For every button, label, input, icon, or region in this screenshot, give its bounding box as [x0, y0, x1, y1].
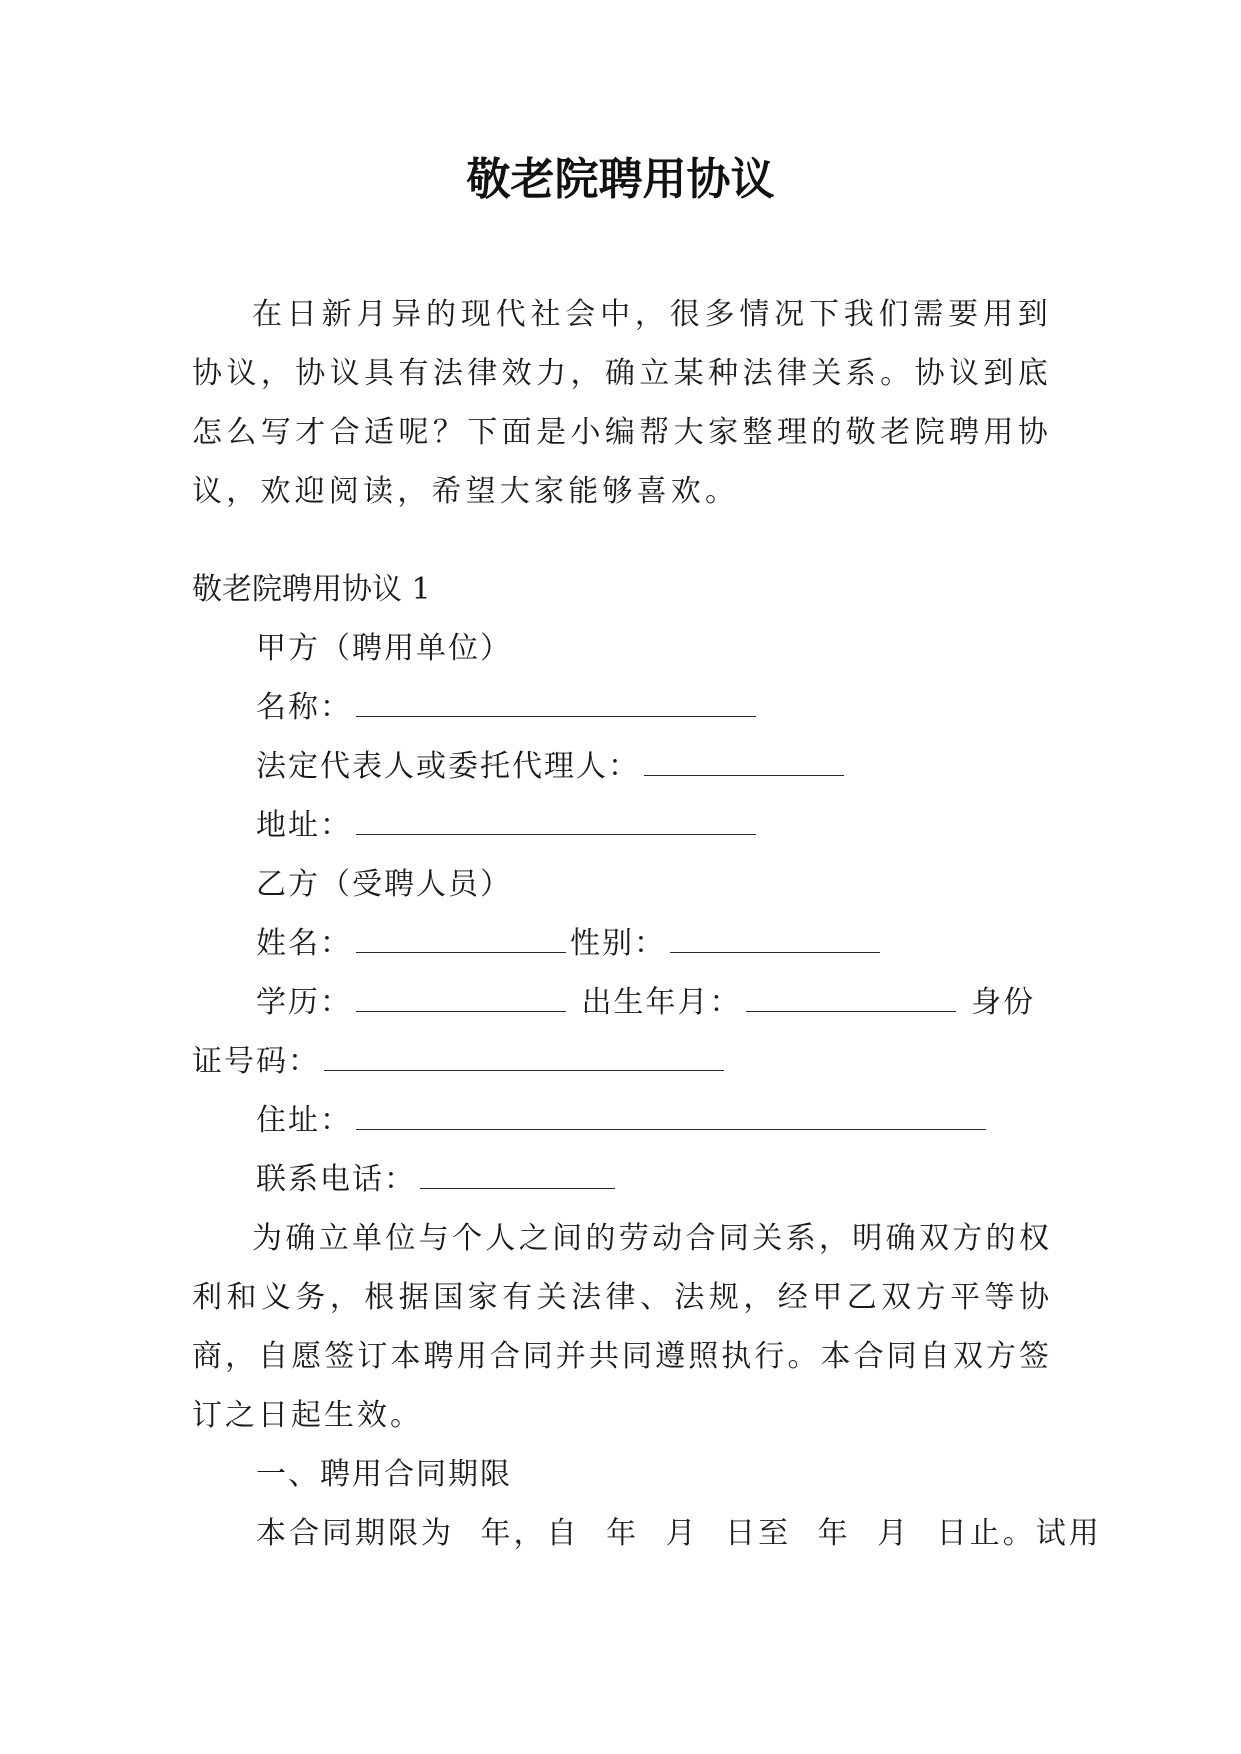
- party-a-address-label: 地址：: [256, 808, 352, 843]
- party-a-name-row: [192, 678, 1052, 737]
- party-b-birth-blank: [746, 989, 956, 1012]
- party-b-name-blank: [356, 930, 566, 953]
- party-a-name-label: 名称：: [256, 690, 352, 725]
- party-a-label: 甲方（聘用单位）: [256, 631, 512, 666]
- party-b-id-blank: [324, 1048, 724, 1071]
- party-b-id-row: [192, 1032, 1052, 1091]
- party-a-rep-blank: [644, 753, 844, 776]
- purpose-paragraph: 为确立单位与个人之间的劳动合同关系，明确双方的权利和义务，根据国家有关法律、法规，经甲乙双方平等协商，自愿签订本聘用合同并共同遵照执行。本合同自双方签订之日起生效。: [192, 1221, 1052, 1433]
- party-b-id-label-part1: 身份: [971, 985, 1036, 1020]
- party-b-home-label: 住址：: [256, 1103, 352, 1138]
- document-title: 敬老院聘用协议: [466, 154, 775, 205]
- party-a-rep-row: [192, 737, 1052, 796]
- party-b-gender-blank: [670, 930, 880, 953]
- clause-one-heading: 一、聘用合同期限: [256, 1457, 512, 1492]
- party-b-name-row: [192, 914, 1052, 973]
- party-a-rep-label: 法定代表人或委托代理人：: [256, 749, 640, 784]
- intro-paragraph: 在日新月异的现代社会中，很多情况下我们需要用到协议，协议具有法律效力，确立某种法律关系。协议到底怎么写才合适呢？下面是小编帮大家整理的敬老院聘用协议，欢迎阅读，希望大家能够喜欢。: [192, 297, 1052, 509]
- party-b-label: 乙方（受聘人员）: [256, 867, 512, 902]
- section-heading: 敬老院聘用协议 1: [192, 572, 431, 607]
- party-b-home-blank: [356, 1107, 986, 1130]
- party-a-address-row: [192, 796, 1052, 855]
- party-b-name-label: 姓名：: [256, 926, 352, 961]
- party-a-address-blank: [356, 812, 756, 835]
- party-b-gender-label: 性别：: [570, 926, 666, 961]
- document-body: [192, 285, 1102, 1563]
- party-b-home-row: [192, 1091, 1052, 1150]
- party-a-name-blank: [356, 694, 756, 717]
- party-b-education-label: 学历：: [256, 985, 352, 1020]
- party-b-phone-blank: [420, 1166, 615, 1189]
- clause-one-text: 本合同期限为 年，自 年 月 日至 年 月 日止。试用: [256, 1516, 1102, 1551]
- party-b-phone-label: 联系电话：: [256, 1162, 416, 1197]
- party-b-education-row: [192, 973, 1052, 1032]
- party-b-education-blank: [356, 989, 566, 1012]
- party-b-id-label-part2: 证号码：: [192, 1044, 320, 1079]
- party-b-phone-row: [192, 1150, 1052, 1209]
- party-b-birth-label: 出生年月：: [581, 985, 742, 1020]
